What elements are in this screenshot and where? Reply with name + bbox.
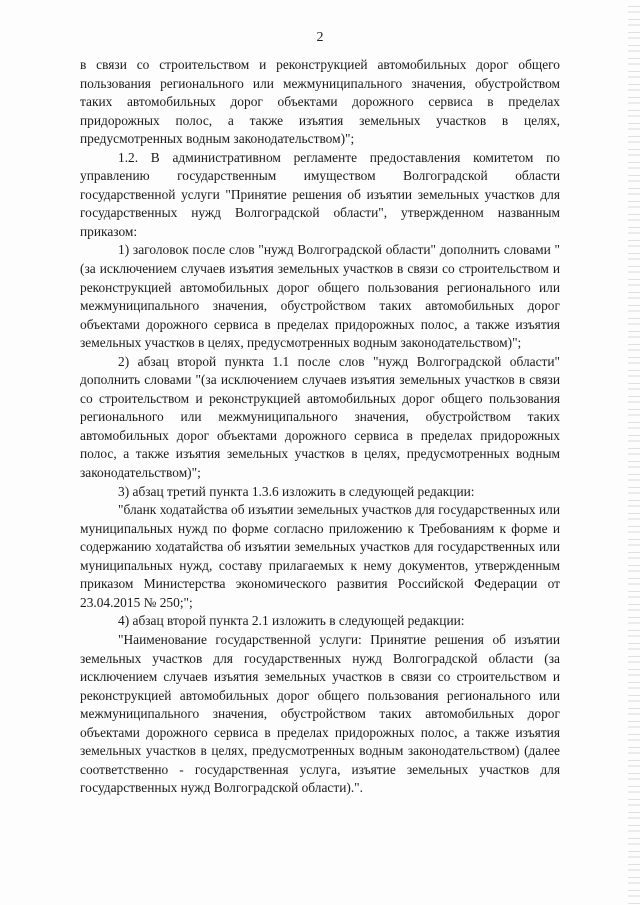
paragraph-continuation: в связи со строительством и реконструкцией автомобильных дорог общего пользования регионального или межмуниципального значения, обустройством таких автомобильных дорог объектами дорожного сервиса в пределах придорожных полос, а также изъятия земельных участков в целях, предусмотренных водным законодательством)"; (80, 57, 560, 147)
scan-edge-marks (628, 0, 640, 905)
paragraph-subitem-2: 2) абзац второй пункта 1.1 после слов "нужд Волгоградской области" дополнить словами "(за исключением случаев изъятия земельных участков в связи со строительством и реконструкцией автомобильных дорог общего пользования регионального или межмуниципального значения, обустройством таких автомобильных дорог объектами дорожного сервиса в пределах придорожных полос, а также изъятия земельных участков в целях, предусмотренных водным законодательством)"; (80, 353, 560, 481)
paragraph-item-1-2: 1.2. В административном регламенте предоставления комитетом по управлению государственным имуществом Волгоградской области государственной услуги "Принятие решения об изъятии земельных участков для государственных нужд Волгоградской области", утвержденном названным приказом: (80, 149, 560, 239)
paragraph-subitem-3: 3) абзац третий пункта 1.3.6 изложить в следующей редакции: (118, 483, 475, 499)
paragraph-quote-service-name: "Наименование государственной услуги: Принятие решения об изъятии земельных участков для государственных нужд Волгоградской области (за исключением случаев изъятия земельных участков в связи со строительством и реконструкцией автомобильных дорог общего пользования регионального или межмуниципального значения, обустройством таких автомобильных дорог объектами дорожного сервиса в пределах придорожных полос, а также изъятия земельных участков в целях, предусмотренных водным законодательством) (далее соответственно - государственная услуга, изъятие земельных участков для государственных нужд Волгоградской области).". (80, 631, 560, 796)
page-number: 2 (316, 30, 324, 45)
document-body (80, 56, 560, 798)
paragraph-quote-blank: "бланк ходатайства об изъятии земельных участков для государственных или муниципальных нужд по форме согласно приложению к Требованиям к форме и содержанию ходатайства об изъятии земельных участков для государственных или муниципальных нужд, составу прилагаемых к нему документов, утвержденным приказом Министерства экономического развития Российской Федерации от 23.04.2015 № 250;"; (80, 502, 560, 610)
paragraph-subitem-4: 4) абзац второй пункта 2.1 изложить в следующей редакции: (118, 613, 465, 629)
paragraph-subitem-1: 1) заголовок после слов "нужд Волгоградской области" дополнить словами "(за исключением случаев изъятия земельных участков в связи со строительством и реконструкцией автомобильных дорог общего пользования регионального или межмуниципального значения, обустройством таких автомобильных дорог объектами дорожного сервиса в пределах придорожных полос, а также изъятия земельных участков в целях, предусмотренных водным законодательством)"; (80, 242, 560, 351)
